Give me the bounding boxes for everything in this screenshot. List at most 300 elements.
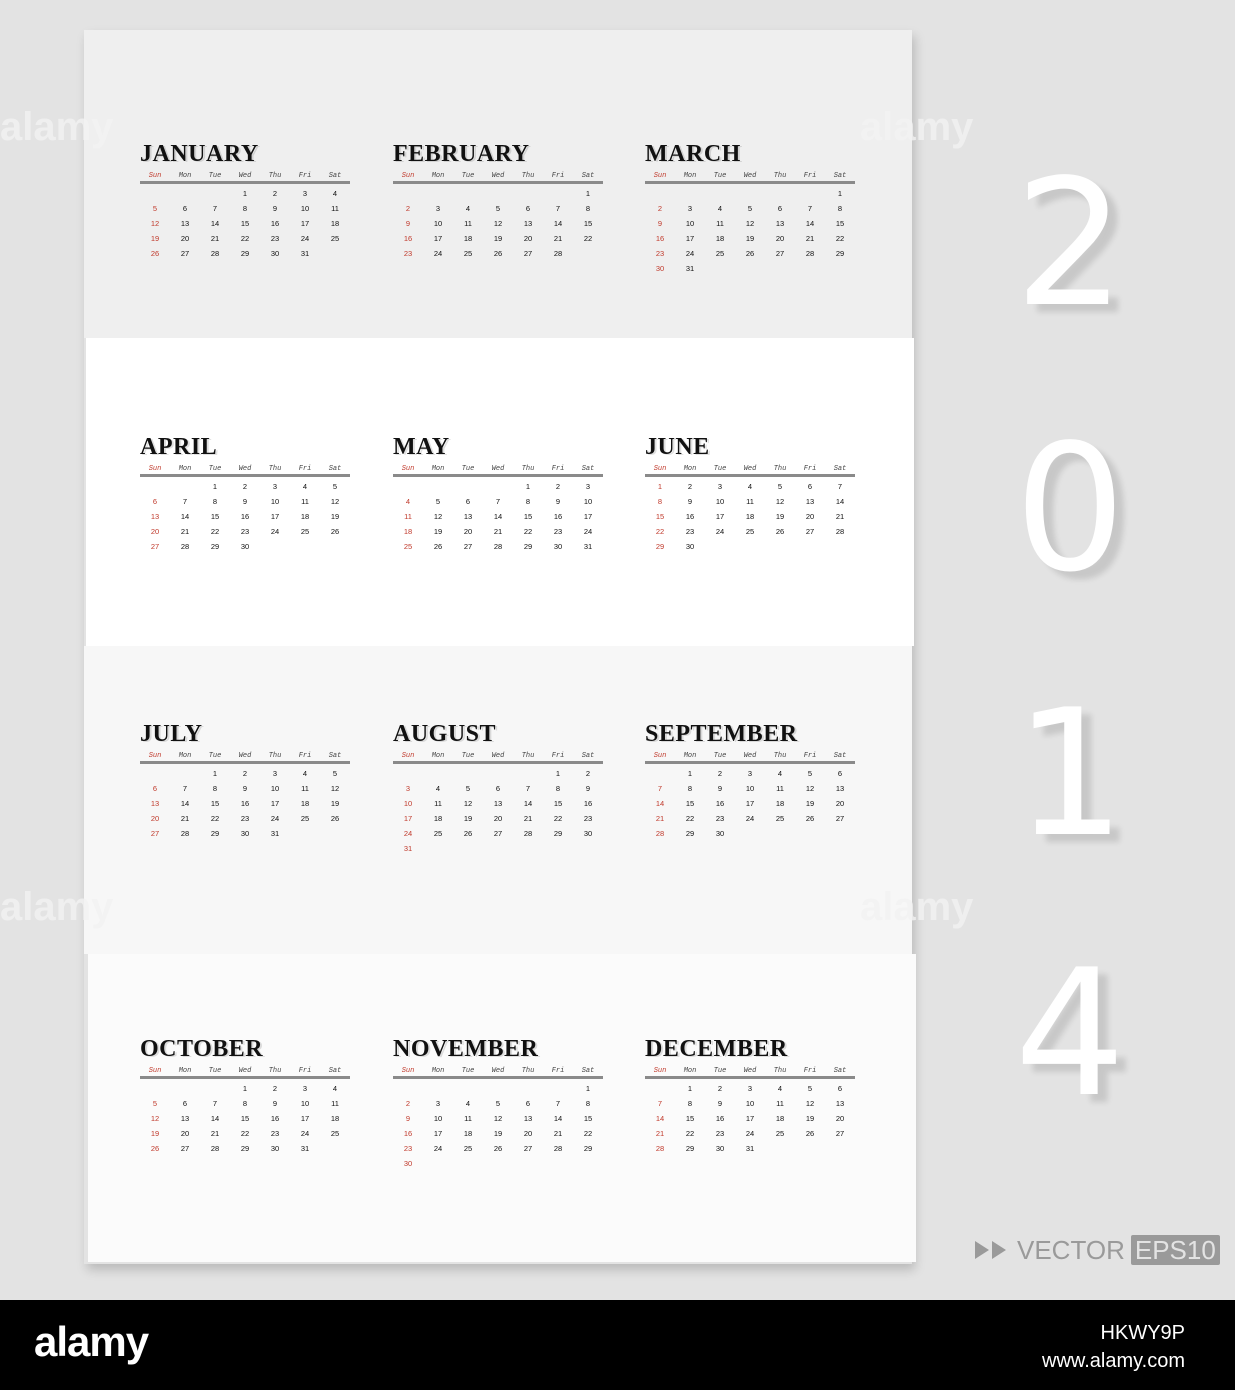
day-cell: 12	[150, 1114, 160, 1123]
weekday-label: Sun	[653, 172, 667, 180]
day-cell: 13	[180, 219, 190, 228]
day-cell: 25	[775, 814, 785, 823]
weekday-label: Mon	[431, 172, 445, 180]
day-cell: 8	[585, 204, 591, 213]
day-cell: 18	[330, 219, 340, 228]
empty-cell	[140, 188, 170, 200]
weekday-header	[140, 752, 350, 760]
day-cell: 28	[210, 249, 220, 258]
day-cell: 8	[555, 784, 561, 793]
day-cell: 16	[583, 799, 593, 808]
weekday-label: Sun	[148, 465, 162, 473]
day-cell: 15	[240, 219, 250, 228]
month-name: AUGUST	[393, 721, 497, 747]
weekday-label: Sat	[833, 172, 847, 180]
day-cell: 26	[775, 527, 785, 536]
empty-cell	[453, 481, 483, 493]
day-cell: 7	[555, 204, 561, 213]
day-cell: 24	[433, 1144, 443, 1153]
empty-cell	[170, 1083, 200, 1095]
day-cell: 30	[553, 542, 563, 551]
day-cell: 16	[270, 219, 280, 228]
day-cell: 23	[685, 527, 695, 536]
day-cell: 8	[657, 497, 663, 506]
day-cell: 2	[687, 482, 693, 491]
day-cell: 12	[493, 219, 503, 228]
day-cell: 13	[775, 219, 785, 228]
day-cell: 18	[300, 512, 310, 521]
day-cell: 15	[523, 512, 533, 521]
day-cell: 9	[405, 219, 411, 228]
weekday-label: Thu	[268, 465, 282, 473]
day-cell: 6	[182, 1099, 188, 1108]
day-cell: 30	[240, 829, 250, 838]
day-cell: 7	[657, 784, 663, 793]
day-cell: 25	[433, 829, 443, 838]
day-cell: 27	[835, 814, 845, 823]
day-cell: 25	[715, 249, 725, 258]
day-cell: 13	[150, 512, 160, 521]
day-cell: 3	[435, 1099, 441, 1108]
weekday-label: Sat	[581, 172, 595, 180]
day-cell: 5	[747, 204, 753, 213]
day-cell: 11	[464, 219, 472, 228]
day-cell: 17	[403, 814, 413, 823]
empty-cell	[140, 1083, 170, 1095]
day-cell: 22	[240, 1129, 250, 1138]
day-cell: 26	[150, 249, 160, 258]
header-rule	[393, 474, 603, 477]
day-cell: 13	[835, 1099, 845, 1108]
empty-cell	[513, 1083, 543, 1095]
day-cell: 21	[210, 1129, 220, 1138]
day-cell: 7	[182, 497, 188, 506]
day-cell: 19	[805, 1114, 815, 1123]
weekday-header	[393, 1067, 603, 1075]
day-grid	[645, 188, 855, 275]
day-cell: 21	[655, 814, 665, 823]
day-cell: 7	[657, 1099, 663, 1108]
day-cell: 28	[493, 542, 503, 551]
day-cell: 19	[463, 814, 473, 823]
day-cell: 14	[553, 219, 563, 228]
fast-forward-icon	[975, 1241, 1009, 1259]
day-cell: 21	[655, 1129, 665, 1138]
month-name: DECEMBER	[645, 1036, 788, 1062]
day-cell: 1	[585, 189, 591, 198]
empty-cell	[453, 188, 483, 200]
day-cell: 13	[150, 799, 160, 808]
header-rule	[645, 761, 855, 764]
day-cell: 8	[242, 204, 248, 213]
day-cell: 9	[242, 784, 248, 793]
day-grid	[645, 1083, 855, 1155]
day-cell: 13	[463, 512, 473, 521]
month-name: MARCH	[645, 141, 741, 167]
weekday-label: Mon	[683, 752, 697, 760]
day-cell: 7	[212, 1099, 218, 1108]
day-cell: 2	[717, 1084, 723, 1093]
empty-cell	[543, 188, 573, 200]
weekday-label: Sun	[148, 752, 162, 760]
day-cell: 30	[685, 542, 695, 551]
day-cell: 8	[837, 204, 843, 213]
day-cell: 25	[300, 814, 310, 823]
weekday-label: Fri	[298, 172, 312, 180]
day-cell: 12	[805, 784, 815, 793]
year-digit-1: 2	[1014, 143, 1126, 346]
weekday-label: Sat	[833, 752, 847, 760]
weekday-label: Sun	[148, 1067, 162, 1075]
empty-cell	[140, 481, 170, 493]
weekday-label: Fri	[803, 1067, 817, 1075]
month-calendar	[393, 1035, 603, 1170]
day-cell: 17	[685, 234, 695, 243]
day-cell: 10	[403, 799, 413, 808]
day-grid	[393, 481, 603, 553]
day-cell: 10	[685, 219, 695, 228]
weekday-header	[393, 172, 603, 180]
day-cell: 14	[180, 799, 190, 808]
day-cell: 31	[745, 1144, 755, 1153]
day-cell: 11	[716, 219, 724, 228]
day-cell: 20	[180, 234, 190, 243]
day-cell: 11	[331, 1099, 339, 1108]
day-grid	[140, 481, 350, 553]
day-cell: 29	[553, 829, 563, 838]
day-grid	[140, 188, 350, 260]
day-cell: 7	[555, 1099, 561, 1108]
month-calendar	[393, 433, 603, 553]
empty-cell	[765, 188, 795, 200]
footer-url: www.alamy.com	[1042, 1350, 1185, 1372]
weekday-label: Mon	[683, 172, 697, 180]
weekday-label: Wed	[238, 752, 252, 760]
day-cell: 18	[775, 1114, 785, 1123]
day-cell: 28	[655, 829, 665, 838]
month-calendar	[140, 720, 350, 840]
day-cell: 5	[807, 769, 813, 778]
weekday-label: Sat	[328, 752, 342, 760]
weekday-label: Fri	[803, 752, 817, 760]
day-cell: 24	[300, 1129, 310, 1138]
day-cell: 21	[553, 1129, 563, 1138]
day-cell: 7	[837, 482, 843, 491]
weekday-label: Fri	[803, 465, 817, 473]
day-cell: 12	[433, 512, 443, 521]
day-cell: 25	[775, 1129, 785, 1138]
day-cell: 15	[835, 219, 845, 228]
day-cell: 22	[210, 527, 220, 536]
day-cell: 4	[777, 769, 783, 778]
day-cell: 6	[525, 204, 531, 213]
day-cell: 12	[463, 799, 473, 808]
day-cell: 22	[685, 1129, 695, 1138]
day-cell: 16	[685, 512, 695, 521]
day-cell: 16	[403, 1129, 413, 1138]
weekday-label: Tue	[461, 172, 475, 180]
day-cell: 17	[270, 512, 280, 521]
day-cell: 28	[180, 542, 190, 551]
empty-cell	[200, 188, 230, 200]
day-cell: 22	[835, 234, 845, 243]
day-cell: 3	[717, 482, 723, 491]
day-cell: 10	[270, 784, 280, 793]
weekday-label: Sat	[581, 465, 595, 473]
day-cell: 4	[405, 497, 411, 506]
weekday-label: Thu	[268, 172, 282, 180]
day-cell: 24	[715, 527, 725, 536]
day-cell: 9	[272, 204, 278, 213]
day-cell: 23	[240, 814, 250, 823]
day-cell: 27	[805, 527, 815, 536]
day-cell: 27	[835, 1129, 845, 1138]
month-calendar	[140, 140, 350, 260]
weekday-label: Wed	[743, 1067, 757, 1075]
day-cell: 7	[525, 784, 531, 793]
day-cell: 21	[493, 527, 503, 536]
day-cell: 13	[805, 497, 815, 506]
day-cell: 6	[465, 497, 471, 506]
day-cell: 15	[240, 1114, 250, 1123]
day-cell: 12	[330, 784, 340, 793]
weekday-label: Wed	[238, 1067, 252, 1075]
day-cell: 12	[775, 497, 785, 506]
month-calendar	[645, 140, 855, 275]
weekday-label: Tue	[208, 465, 222, 473]
day-cell: 30	[583, 829, 593, 838]
month-name: JANUARY	[140, 141, 259, 167]
day-cell: 15	[685, 1114, 695, 1123]
day-cell: 8	[585, 1099, 591, 1108]
month-calendar	[645, 720, 855, 840]
day-cell: 4	[332, 189, 338, 198]
day-cell: 21	[210, 234, 220, 243]
empty-cell	[170, 768, 200, 780]
day-cell: 15	[210, 512, 220, 521]
weekday-label: Mon	[431, 752, 445, 760]
day-cell: 2	[405, 204, 411, 213]
day-cell: 20	[463, 527, 473, 536]
day-cell: 6	[182, 204, 188, 213]
day-cell: 19	[330, 799, 340, 808]
empty-cell	[645, 1083, 675, 1095]
day-cell: 24	[433, 249, 443, 258]
month-calendar	[140, 433, 350, 553]
weekday-header	[140, 465, 350, 473]
weekday-label: Wed	[491, 172, 505, 180]
empty-cell	[393, 188, 423, 200]
day-cell: 10	[433, 219, 443, 228]
day-cell: 7	[212, 204, 218, 213]
empty-cell	[170, 481, 200, 493]
day-cell: 20	[493, 814, 503, 823]
weekday-label: Sun	[401, 752, 415, 760]
day-cell: 3	[687, 204, 693, 213]
header-rule	[645, 1076, 855, 1079]
day-cell: 15	[210, 799, 220, 808]
day-cell: 31	[403, 844, 413, 853]
day-cell: 24	[583, 527, 593, 536]
day-cell: 7	[182, 784, 188, 793]
day-cell: 8	[212, 497, 218, 506]
day-cell: 11	[746, 497, 754, 506]
day-cell: 19	[433, 527, 443, 536]
day-cell: 26	[330, 527, 340, 536]
empty-cell	[645, 188, 675, 200]
day-cell: 15	[553, 799, 563, 808]
day-cell: 2	[555, 482, 561, 491]
day-cell: 17	[745, 1114, 755, 1123]
weekday-label: Wed	[238, 465, 252, 473]
day-cell: 25	[330, 234, 340, 243]
day-cell: 10	[715, 497, 725, 506]
day-cell: 29	[583, 1144, 593, 1153]
day-cell: 13	[523, 1114, 533, 1123]
weekday-label: Sat	[833, 1067, 847, 1075]
day-cell: 10	[583, 497, 593, 506]
month-name: FEBRUARY	[393, 141, 530, 167]
empty-cell	[513, 768, 543, 780]
header-rule	[140, 474, 350, 477]
day-cell: 25	[300, 527, 310, 536]
day-cell: 27	[523, 1144, 533, 1153]
alamy-logo: alamy	[34, 1318, 149, 1365]
day-cell: 21	[180, 527, 190, 536]
weekday-label: Mon	[178, 752, 192, 760]
day-cell: 20	[775, 234, 785, 243]
day-cell: 1	[657, 482, 663, 491]
day-cell: 11	[776, 784, 784, 793]
day-cell: 29	[210, 829, 220, 838]
weekday-label: Tue	[208, 172, 222, 180]
day-cell: 19	[150, 234, 160, 243]
day-cell: 19	[330, 512, 340, 521]
empty-cell	[795, 188, 825, 200]
day-cell: 16	[240, 799, 250, 808]
day-cell: 23	[715, 1129, 725, 1138]
weekday-label: Sun	[401, 172, 415, 180]
day-cell: 20	[523, 234, 533, 243]
day-cell: 5	[777, 482, 783, 491]
day-cell: 2	[405, 1099, 411, 1108]
day-cell: 23	[270, 1129, 280, 1138]
day-cell: 11	[331, 204, 339, 213]
weekday-label: Thu	[773, 1067, 787, 1075]
day-cell: 11	[434, 799, 442, 808]
day-cell: 8	[525, 497, 531, 506]
day-cell: 26	[433, 542, 443, 551]
day-cell: 19	[493, 234, 503, 243]
day-cell: 2	[717, 769, 723, 778]
day-cell: 28	[553, 249, 563, 258]
day-cell: 9	[717, 784, 723, 793]
day-cell: 3	[747, 769, 753, 778]
day-cell: 3	[747, 1084, 753, 1093]
day-cell: 9	[242, 497, 248, 506]
empty-cell	[453, 1083, 483, 1095]
weekday-label: Mon	[431, 1067, 445, 1075]
month-calendar	[645, 433, 855, 553]
weekday-label: Mon	[683, 465, 697, 473]
day-cell: 12	[745, 219, 755, 228]
day-cell: 21	[553, 234, 563, 243]
day-cell: 3	[302, 189, 308, 198]
day-cell: 14	[523, 799, 533, 808]
weekday-label: Sat	[328, 465, 342, 473]
weekday-label: Thu	[521, 465, 535, 473]
month-name: MAY	[393, 434, 450, 460]
day-cell: 4	[777, 1084, 783, 1093]
weekday-label: Sat	[328, 172, 342, 180]
day-cell: 26	[745, 249, 755, 258]
day-cell: 28	[180, 829, 190, 838]
day-cell: 18	[330, 1114, 340, 1123]
day-cell: 20	[523, 1129, 533, 1138]
day-cell: 26	[493, 249, 503, 258]
weekday-label: Fri	[298, 465, 312, 473]
header-rule	[140, 181, 350, 184]
day-cell: 22	[685, 814, 695, 823]
day-cell: 5	[495, 204, 501, 213]
day-cell: 22	[553, 814, 563, 823]
day-cell: 5	[465, 784, 471, 793]
empty-cell	[543, 1083, 573, 1095]
day-cell: 6	[525, 1099, 531, 1108]
weekday-header	[140, 172, 350, 180]
day-cell: 7	[807, 204, 813, 213]
day-cell: 31	[685, 264, 695, 273]
weekday-label: Sun	[401, 465, 415, 473]
day-cell: 14	[210, 219, 220, 228]
day-cell: 25	[745, 527, 755, 536]
day-cell: 26	[330, 814, 340, 823]
watermark: alamy	[860, 105, 974, 149]
weekday-label: Sat	[581, 1067, 595, 1075]
weekday-header	[645, 465, 855, 473]
weekday-header	[393, 465, 603, 473]
weekday-label: Wed	[491, 465, 505, 473]
day-cell: 23	[403, 1144, 413, 1153]
day-cell: 17	[433, 234, 443, 243]
day-cell: 14	[180, 512, 190, 521]
day-cell: 16	[715, 1114, 725, 1123]
day-cell: 27	[463, 542, 473, 551]
day-cell: 23	[655, 249, 665, 258]
day-cell: 2	[272, 1084, 278, 1093]
day-cell: 3	[272, 769, 278, 778]
day-cell: 22	[583, 234, 593, 243]
day-cell: 28	[523, 829, 533, 838]
weekday-header	[140, 1067, 350, 1075]
day-cell: 17	[745, 799, 755, 808]
month-name: JULY	[140, 721, 203, 747]
day-cell: 1	[212, 482, 218, 491]
day-cell: 28	[553, 1144, 563, 1153]
day-cell: 15	[685, 799, 695, 808]
day-cell: 11	[301, 497, 309, 506]
day-cell: 10	[745, 1099, 755, 1108]
weekday-label: Sun	[653, 465, 667, 473]
weekday-label: Tue	[713, 172, 727, 180]
day-cell: 22	[655, 527, 665, 536]
day-cell: 6	[152, 784, 158, 793]
month-name: APRIL	[140, 434, 218, 460]
day-cell: 30	[270, 249, 280, 258]
day-grid	[393, 1083, 603, 1170]
day-cell: 24	[745, 814, 755, 823]
day-cell: 1	[212, 769, 218, 778]
